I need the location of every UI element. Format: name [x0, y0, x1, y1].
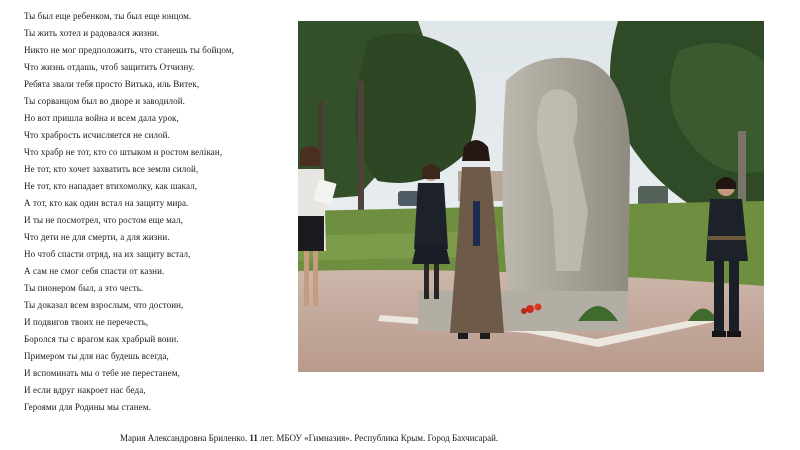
- poem-line: Примером ты для нас будешь всегда,: [24, 351, 169, 361]
- poem-line: Никто не мог предположить, что станешь ты бойцом,: [24, 45, 234, 55]
- poem-line: И ты не посмотрел, что ростом еще мал,: [24, 215, 183, 225]
- poem-line: Ты доказал всем взрослым, что достоин,: [24, 300, 184, 310]
- poem-line: Но вот пришла война и всем дала урок,: [24, 113, 179, 123]
- poem-line: Ты пионером был, а это честь.: [24, 283, 144, 293]
- poem-line: Не тот, кто нападает втихомолку, как шакал,: [24, 181, 198, 191]
- poem-line: А тот, кто как один встал на защиту мира.: [24, 198, 189, 208]
- poem-line: Не тот, кто хочет захватить все земли силой,: [24, 164, 199, 174]
- poem-line: Что храбрость исчисляется не силой.: [24, 130, 170, 140]
- poem-line: Ты был еще ребенком, ты был еще юнцом.: [24, 11, 192, 21]
- caption-school: МБОУ «Гимназия».: [276, 433, 353, 443]
- poem-line: И если вдруг накроет нас беда,: [24, 385, 146, 395]
- poem-line: И подвигов твоих не перечесть,: [24, 317, 149, 327]
- photo-caption: [120, 433, 498, 443]
- caption-author: Мария Александровна Бриленко.: [120, 433, 248, 443]
- poem-line: Но чтоб спасти отряд, на их защиту встал,: [24, 249, 191, 259]
- poem-line: Ты жить хотел и радовался жизни.: [24, 28, 160, 38]
- caption-age-unit: лет.: [260, 433, 275, 443]
- poem-line: Боролся ты с врагом как храбрый воин.: [24, 334, 179, 344]
- memorial-photo-illustration: [298, 21, 764, 372]
- poem-line: Что жизнь отдашь, чтоб защитить Отчизну.: [24, 62, 195, 72]
- poem-line: И вспоминать мы о тебе не перестанем,: [24, 368, 180, 378]
- poem-line: Что дети не для смерти, а для жизни.: [24, 232, 170, 242]
- caption-age-number: 11: [249, 433, 258, 443]
- poem-line: Ты сорванцом был во дворе и заводилой.: [24, 96, 185, 106]
- poem-line: Героями для Родины мы станем.: [24, 402, 151, 412]
- poem: [24, 8, 294, 416]
- memorial-photo: [298, 21, 764, 372]
- poem-line: Что храбр не тот, кто со штыком и ростом велікан,: [24, 147, 223, 157]
- poem-line: Ребята звали тебя просто Витька, иль Витек,: [24, 79, 200, 89]
- caption-location: Республика Крым. Город Бахчисарай.: [354, 433, 499, 443]
- poem-line: А сам не смог себя спасти от казни.: [24, 266, 165, 276]
